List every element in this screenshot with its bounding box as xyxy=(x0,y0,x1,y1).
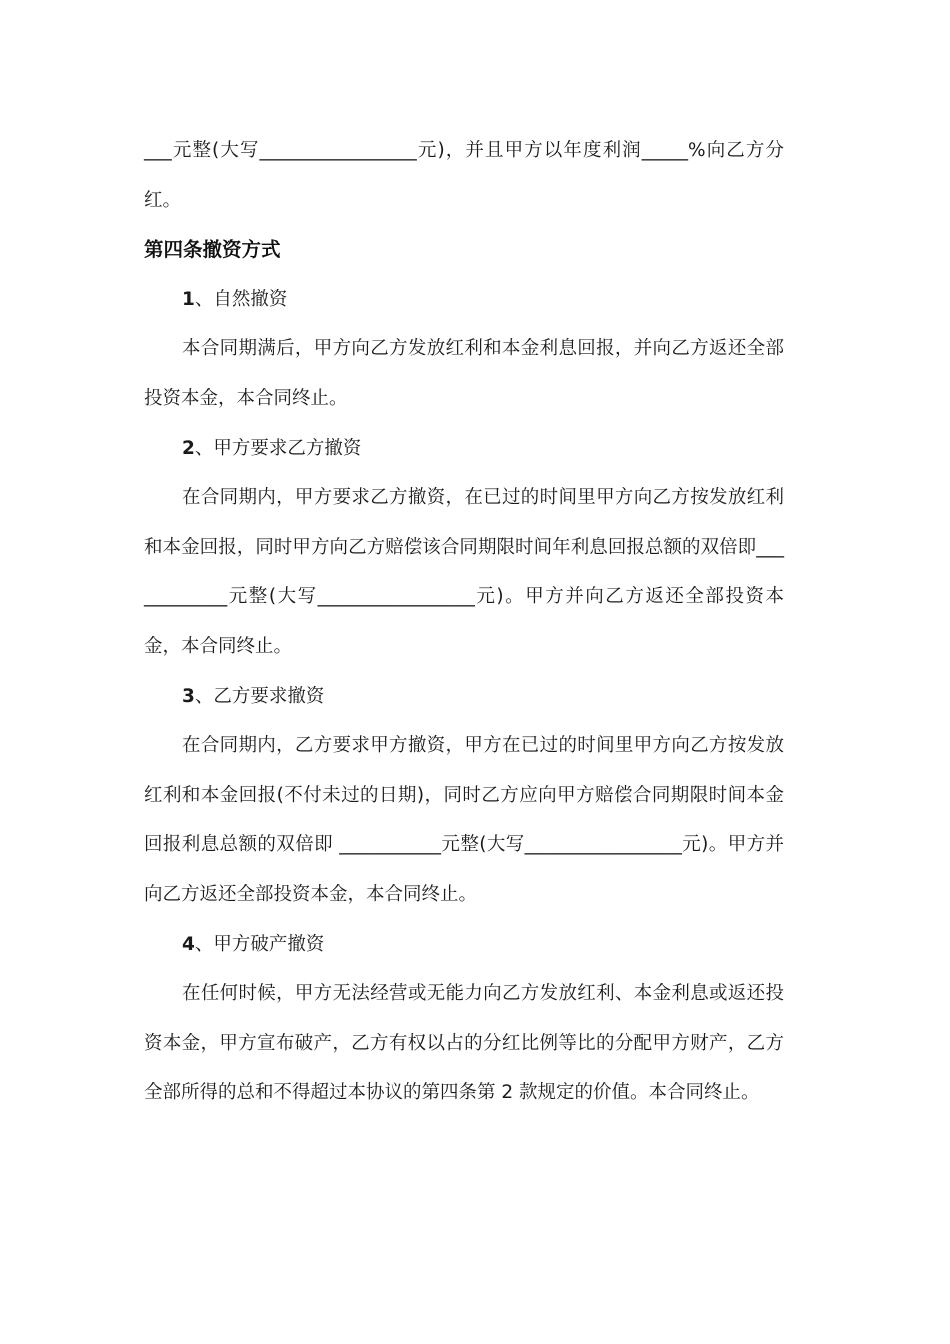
section-4-title xyxy=(144,920,784,970)
section-4-body: 在任何时候，甲方无法经营或无能力向乙方发放红利、本金利息或返还投资本金，甲方宣布破产，乙方有权以占的分红比例等比的分配甲方财产，乙方全部所得的总和不得超过本协议的第四条第 2 款规定的价值。本合同终止。 xyxy=(144,983,784,1104)
section-3-title xyxy=(144,672,784,722)
section-2-body: 在合同期内，甲方要求乙方撤资，在已过的时间里甲方向乙方按发放红利和本金回报，同时甲方向乙方赔偿该合同期限时间年利息回报总额的双倍即____________元整(大写_________________元)。甲方并向乙方返还全部投资本金，本合同终止。 xyxy=(144,487,784,657)
section-1 xyxy=(144,275,784,424)
section-1-body: 本合同期满后，甲方向乙方发放红利和本金利息回报，并向乙方返还全部投资本金，本合同终止。 xyxy=(144,338,784,409)
section-3-separator: 、 xyxy=(194,685,214,707)
section-2-title-text: 甲方要求乙方撤资 xyxy=(213,437,362,459)
section-3-body: 在合同期内，乙方要求甲方撤资，甲方在已过的时间里甲方向乙方按发放红利和本金回报(不付未过的日期)，同时乙方应向甲方赔偿合同期限时间本金回报利息总额的双倍即 ___________元整(大写_________________元)。甲方并向乙方返还全部投资本金，本合同终止。 xyxy=(144,735,784,905)
article-heading: 第四条撤资方式 xyxy=(144,238,281,262)
section-4 xyxy=(144,920,784,1118)
section-2-title xyxy=(144,424,784,474)
section-3 xyxy=(144,672,784,920)
section-4-separator: 、 xyxy=(194,933,214,955)
section-4-number: 4 xyxy=(182,933,195,955)
section-2-number: 2 xyxy=(182,437,195,459)
intro-paragraph: ___元整(大写_________________元)，并且甲方以年度利润_____%向乙方分红。 xyxy=(144,140,784,211)
section-1-title xyxy=(144,275,784,325)
section-1-separator: 、 xyxy=(194,288,214,310)
section-3-number: 3 xyxy=(182,685,195,707)
section-3-title-text: 乙方要求撤资 xyxy=(213,685,325,707)
section-1-number: 1 xyxy=(182,288,195,310)
section-2 xyxy=(144,424,784,672)
section-1-title-text: 自然撤资 xyxy=(213,288,288,310)
section-4-title-text: 甲方破产撤资 xyxy=(213,933,325,955)
document-page xyxy=(144,126,784,1118)
section-2-separator: 、 xyxy=(194,437,214,459)
